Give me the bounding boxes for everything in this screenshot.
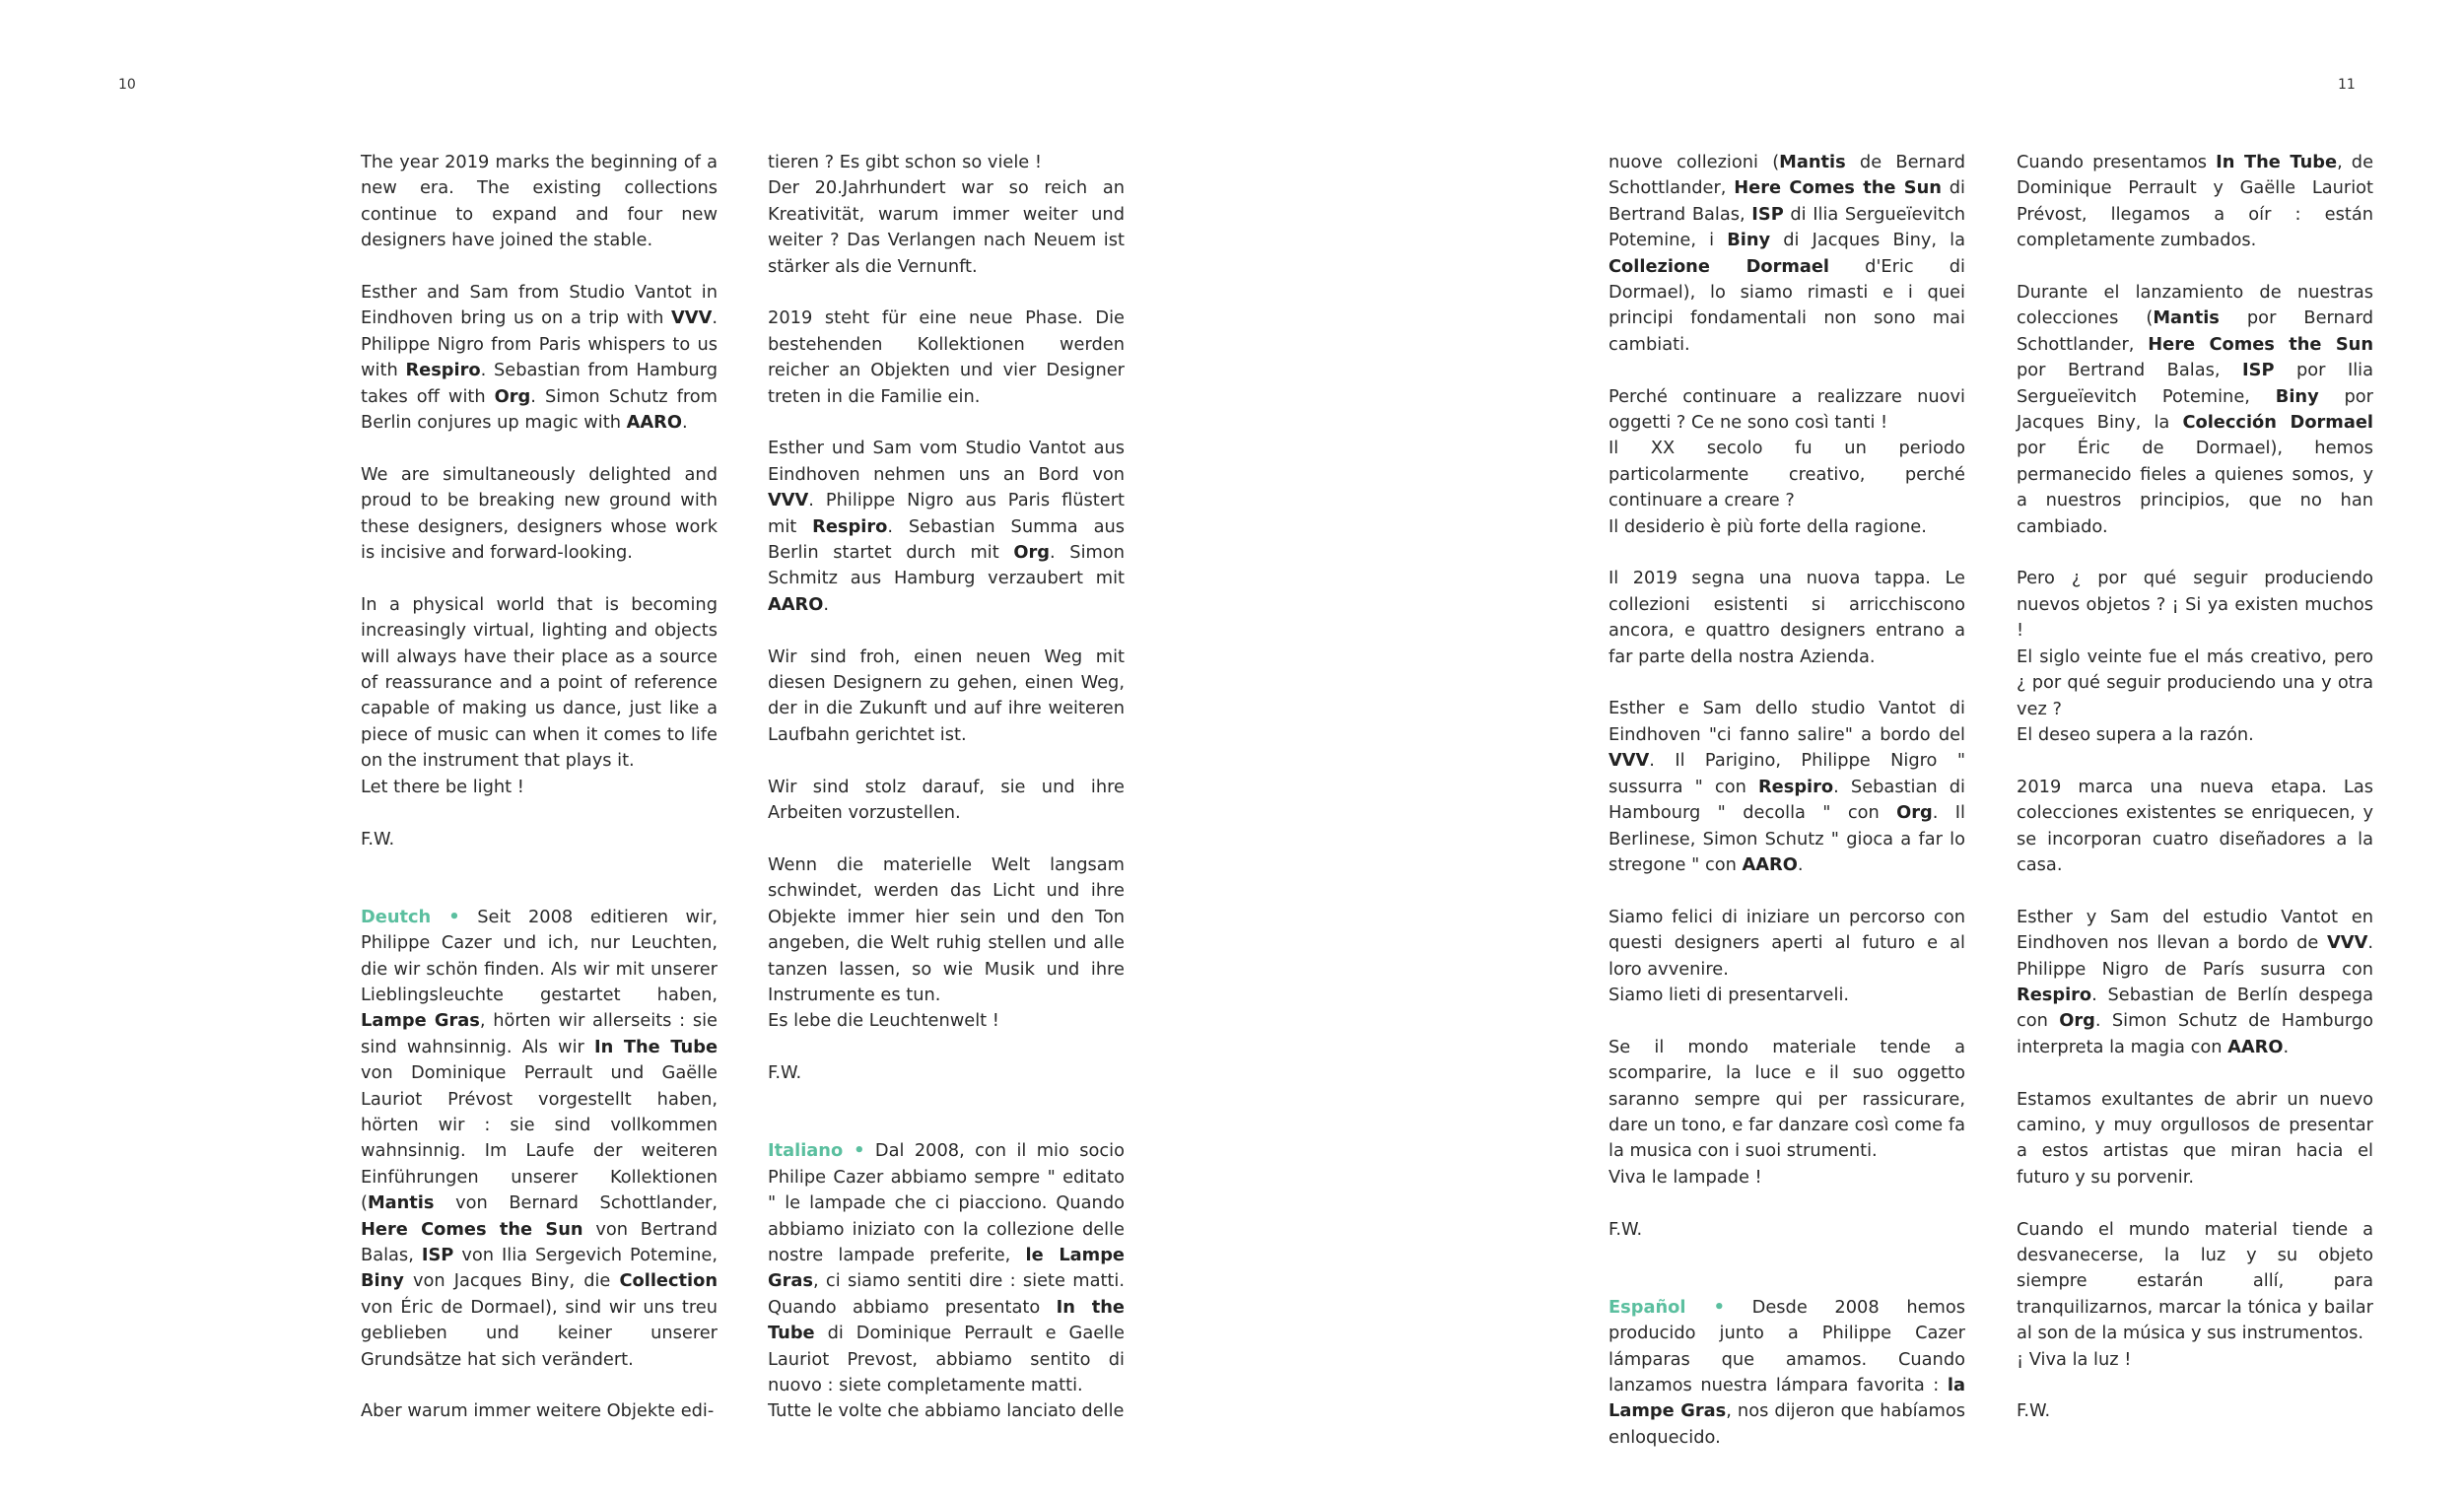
espanol-signature: F.W. xyxy=(2017,1400,2051,1422)
deutsch-paragraph-6: Wir sind stolz darauf, sie und ihre Arbeiten vorzustellen. xyxy=(768,776,1125,824)
espanol-language-label: Español • xyxy=(1608,1296,1725,1318)
deutsch-signature: F.W. xyxy=(768,1062,802,1084)
espanol-paragraph-7: Estamos exultantes de abrir un nuevo camino, y muy orgullosos de presentar a estos artistas que miran hacia el futuro y su porvenir. xyxy=(2017,1088,2373,1188)
deutsch-paragraph-2-b: Der 20.Jahrhundert war so reich an Kreativität, warum immer weiter und weiter ? Das Verlangen nach Neuem ist stärker als die Vernunft. xyxy=(768,177,1125,277)
espanol-paragraph-3: Durante el lanzamiento de nuestras colecciones (Mantis por Bernard Schottlander, Here Comes the Sun por Bertrand Balas, ISP por Ilia Sergueïevitch Potemine, Biny por Jacques Biny, la Colección Dormael por Éric de Dormael), hemos permanecido fieles a quienes somos, y a nuestros principios, que no han cambiado. xyxy=(2017,282,2373,537)
italiano-signature: F.W. xyxy=(1608,1218,1643,1240)
italiano-paragraph-6: Se il mondo materiale tende a scomparire, la luce e il suo oggetto saranno sempre qui per rassicurare, dare un tono, e far danzare così come fa la musica con i suoi strumenti. xyxy=(1608,1036,1965,1162)
deutsch-paragraph-7-end: Es lebe die Leuchtenwelt ! xyxy=(768,1010,999,1032)
italiano-language-label: Italiano • xyxy=(768,1140,865,1162)
espanol-paragraph-2: Cuando presentamos In The Tube, de Dominique Perrault y Gaëlle Lauriot Prévost, llegamos a oír : están completamente zumbados. xyxy=(2017,152,2374,251)
italiano-paragraph-2: Perché continuare a realizzare nuovi oggetti ? Ce ne sono così tanti ! xyxy=(1608,385,1965,434)
deutsch-paragraph-7: Wenn die materielle Welt langsam schwindet, werden das Licht und ihre Objekte immer hier sein und den Ton angeben, die Welt ruhig stellen und alle tanzen lassen, so wie Musik und ihre Instrumente es tun. xyxy=(768,853,1125,1005)
italiano-paragraph-1-end: Tutte le volte che abbiamo lanciato delle xyxy=(768,1400,1125,1422)
page-number-right: 11 xyxy=(2338,77,2356,93)
italiano-paragraph-3: Il 2019 segna una nuova tappa. Le collezioni esistenti si arricchiscono ancora, e quattro designers entrano a far parte della nostra Azienda. xyxy=(1608,568,1965,667)
espanol-paragraph-1: Español • Desde 2008 hemos producido junto a Philippe Cazer lámparas que amamos. Cuando lanzamos nuestra lámpara favorita : la Lampe Gras, nos dijeron que habíamos enloquecido. xyxy=(1608,1296,1965,1448)
italiano-paragraph-4: Esther e Sam dello studio Vantot di Eindhoven "ci fanno salire" a bordo del VVV. Il Parigino, Philippe Nigro " sussurra " con Respiro. Sebastian di Hambourg " decolla " con Org. Il Berlinese, Simon Schutz " gioca a far lo stregone " con AARO. xyxy=(1608,698,1965,875)
text-column-4 xyxy=(2017,150,2373,1425)
espanol-paragraph-6: Esther y Sam del estudio Vantot en Eindhoven nos llevan a bordo de VVV. Philippe Nigro de París susurra con Respiro. Sebastian de Berlín despega con Org. Simon Schutz de Hamburgo interpreta la magia con AARO. xyxy=(2017,906,2374,1057)
deutsch-paragraph-1: Deutch • Seit 2008 editieren wir, Philippe Cazer und ich, nur Leuchten, die wir schön finden. Als wir mit unserer Lieblingsleuchte gestartet haben, Lampe Gras, hörten wir allerseits : sie sind wahnsinnig. Als wir In The Tube von Dominique Perrault und Gaëlle Lauriot Prévost vorgestellt haben, hörten wir : sie sind vollkommen wahnsinnig. Im Laufe der weiteren Einführungen unserer Kollektionen (Mantis von Bernard Schottlander, Here Comes the Sun von Bertrand Balas, ISP von Ilia Sergevich Potemine, Biny von Jacques Biny, die Collection von Éric de Dormael), sind wir uns treu geblieben und keiner unserer Grundsätze hat sich verändert. xyxy=(361,906,719,1370)
text-column-3 xyxy=(1608,150,1965,1451)
deutsch-language-label: Deutch • xyxy=(361,906,460,927)
english-paragraph-4-end: Let there be light ! xyxy=(361,776,524,797)
english-paragraph-1: The year 2019 marks the beginning of a new era. The existing collections continue to expand and four new designers have joined the stable. xyxy=(361,152,718,251)
page-number-left: 10 xyxy=(118,77,136,93)
deutsch-paragraph-3: 2019 steht für eine neue Phase. Die bestehenden Kollektionen werden reicher an Objekten und vier Designer treten in die Familie ein. xyxy=(768,307,1125,407)
espanol-paragraph-5: 2019 marca una nueva etapa. Las colecciones existentes se enriquecen, y se incorporan cuatro diseñadores a la casa. xyxy=(2017,776,2373,875)
deutsch-paragraph-4: Esther und Sam vom Studio Vantot aus Eindhoven nehmen uns an Bord von VVV. Philippe Nigro aus Paris flüstert mit Respiro. Sebastian Summa aus Berlin startet durch mit Org. Simon Schmitz aus Hamburg verzaubert mit AARO. xyxy=(768,438,1125,615)
text-column-1 xyxy=(361,150,718,1425)
italiano-paragraph-5: Siamo felici di iniziare un percorso con questi designers aperti al futuro e al loro avvenire. xyxy=(1608,906,1965,980)
english-paragraph-4: In a physical world that is becoming increasingly virtual, lighting and objects will always have their place as a source of reassurance and a point of reference capable of making us dance, just like a piece of music can when it comes to life on the instrument that plays it. xyxy=(361,593,718,772)
italiano-paragraph-1-cont: nuove collezioni (Mantis de Bernard Schottlander, Here Comes the Sun di Bertrand Balas, ISP di Ilia Sergueïevitch Potemine, i Biny di Jacques Biny, la Collezione Dormael d'Eric di Dormael), lo siamo rimasti e i quei principi fondamentali non sono mai cambiati. xyxy=(1608,152,1965,355)
espanol-paragraph-4-c: El deseo supera a la razón. xyxy=(2017,723,2254,745)
english-paragraph-2: Esther and Sam from Studio Vantot in Eindhoven bring us on a trip with VVV. Philippe Nigro from Paris whispers to us with Respiro. Sebastian from Hamburg takes off with Org. Simon Schutz from Berlin conjures up magic with AARO. xyxy=(361,282,719,434)
italiano-paragraph-1: Italiano • Dal 2008, con il mio socio Philipe Cazer abbiamo sempre " editato " le lampade che ci piacciono. Quando abbiamo iniziato con la collezione delle nostre lampade preferite, le Lampe Gras, ci siamo sentiti dire : siete matti. Quando abbiamo presentato In the Tube di Dominique Perrault e Gaelle Lauriot Prevost, abbiamo sentito di nuovo : siete completamente matti. xyxy=(768,1140,1125,1395)
italiano-paragraph-6-end: Viva le lampade ! xyxy=(1608,1166,1762,1188)
italiano-paragraph-5-b: Siamo lieti di presentarveli. xyxy=(1608,984,1850,1005)
espanol-paragraph-8: Cuando el mundo material tiende a desvanecerse, la luz y su objeto siempre estarán allí, para tranquilizarnos, marcar la tónica y bailar al son de la música y sus instrumentos. xyxy=(2017,1218,2373,1344)
english-signature: F.W. xyxy=(361,828,395,850)
deutsch-paragraph-5: Wir sind froh, einen neuen Weg mit diesen Designern zu gehen, einen Weg, der in die Zukunft und auf ihre weiteren Laufbahn gerichtet ist. xyxy=(768,646,1125,745)
deutsch-paragraph-2-cont: tieren ? Es gibt schon so viele ! xyxy=(768,152,1042,172)
espanol-paragraph-4-b: El siglo veinte fue el más creativo, pero ¿ por qué seguir produciendo una y otra vez ? xyxy=(2017,646,2373,719)
espanol-paragraph-8-end: ¡ Viva la luz ! xyxy=(2017,1348,2132,1370)
espanol-paragraph-4: Pero ¿ por qué seguir produciendo nuevos objetos ? ¡ Si ya existen muchos ! xyxy=(2017,568,2373,642)
english-paragraph-3: We are simultaneously delighted and proud to be breaking new ground with these designers, designers whose work is incisive and forward-looking. xyxy=(361,463,718,564)
deutsch-paragraph-2-start: Aber warum immer weitere Objekte edi- xyxy=(361,1400,715,1422)
text-column-2 xyxy=(768,150,1125,1425)
italiano-paragraph-2-c: Il desiderio è più forte della ragione. xyxy=(1608,515,1927,537)
italiano-paragraph-2-b: Il XX secolo fu un periodo particolarmente creativo, perché continuare a creare ? xyxy=(1608,438,1965,511)
